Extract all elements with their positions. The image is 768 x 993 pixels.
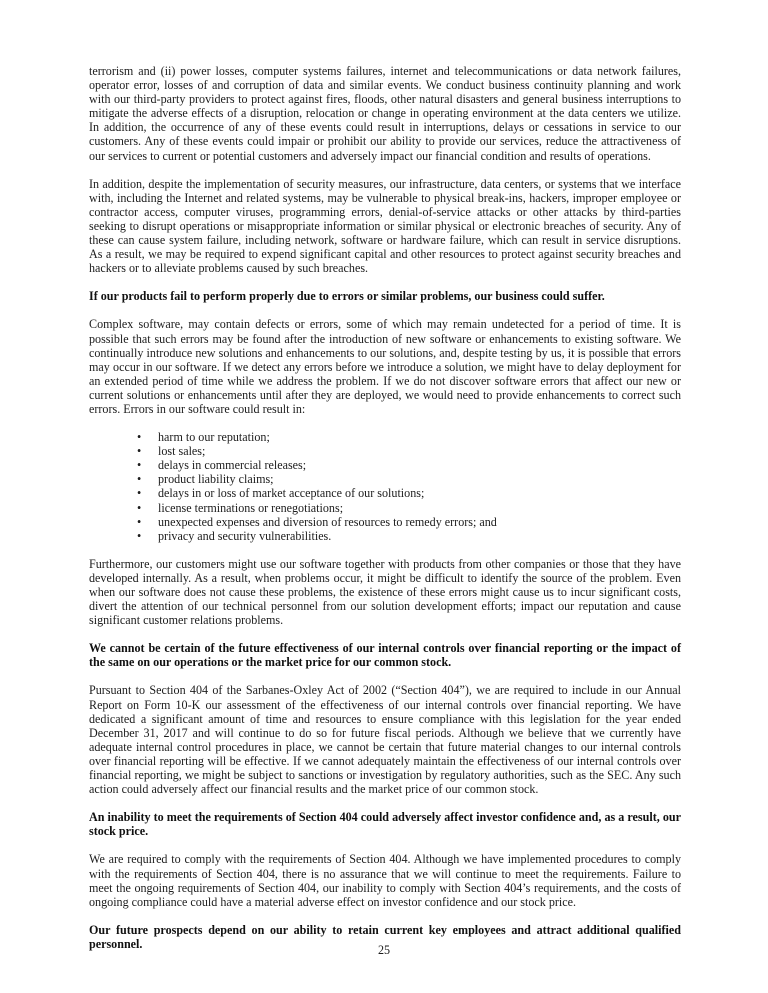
list-item: • harm to our reputation; <box>137 430 270 445</box>
bullet-icon: • <box>137 444 142 459</box>
errors-result-list <box>89 430 681 543</box>
bullet-icon: • <box>137 514 142 529</box>
heading-section-404-inability: An inability to meet the requirements of Section 404 could adversely affect investor confidence and, as a result, our stock price. <box>89 810 681 839</box>
list-item: • license terminations or renegotiations; <box>137 500 344 515</box>
paragraph-third-party-products: Furthermore, our customers might use our software together with products from other companies or those that they have developed internally. As a result, when problems occur, it might be difficult to identify the source of the problem. Even when our software does not cause these problems, the existence of these errors might cause us to incur significant costs, divert the attention of our technical personnel from our solution development efforts; impact our reputation and cause significant customer relations problems. <box>89 556 681 628</box>
list-item: • lost sales; <box>137 444 206 459</box>
paragraph-section-404: Pursuant to Section 404 of the Sarbanes-Oxley Act of 2002 (“Section 404”), we are required to include in our Annual Report on Form 10-K our assessment of the effectiveness of our internal controls over financial reporting. We have dedicated a significant amount of time and resources to ensure compliance with this legislation for the year ended December 31, 2017 and will continue to do so for future fiscal periods. Although we believe that we currently have adequate internal control procedures in place, we cannot be certain that future material changes to our internal controls over financial reporting will be effective. If we cannot adequately maintain the effectiveness of our internal controls over financial reporting, we might be subject to sanctions or investigation by regulatory authorities, such as the SEC. Any such action could adversely affect our financial results and the market price of our common stock. <box>89 683 681 797</box>
bullet-icon: • <box>137 500 142 515</box>
heading-internal-controls: We cannot be certain of the future effectiveness of our internal controls over financial reporting or the impact of the same on our operations or the market price for our common stock. <box>89 641 681 670</box>
list-item: • product liability claims; <box>137 472 274 487</box>
list-item: • delays in commercial releases; <box>137 458 307 473</box>
page-number: 25 <box>377 943 391 957</box>
list-item: • privacy and security vulnerabilities. <box>137 528 332 543</box>
list-item: • unexpected expenses and diversion of resources to remedy errors; and <box>137 514 497 529</box>
paragraph-security-measures: In addition, despite the implementation of security measures, our infrastructure, data centers, or systems that we interface with, including the Internet and related systems, may be vulnerable to physical break-ins, hackers, improper employee or contractor access, computer viruses, programming errors, denial-of-service attacks or other attacks by third-parties seeking to disrupt operations or misappropriate information or similar physical or electronic breaches of security. Any of these can cause system failure, including network, software or hardware failure, which can result in service disruptions. As a result, we may be required to expend significant capital and other resources to protect against security breaches and hackers or to alleviate problems caused by such breaches. <box>89 176 681 276</box>
bullet-icon: • <box>137 430 142 445</box>
paragraph-software-defects: Complex software, may contain defects or errors, some of which may remain undetected for a period of time. It is possible that such errors may be found after the introduction of new software or enhancements to existing software. We continually introduce new solutions and enhancements to our solutions, and, despite testing by us, it is possible that errors may occur in our software. If we detect any errors before we introduce a solution, we might have to delay deployment for an extended period of time while we address the problem. If we do not discover software errors that affect our new or current solutions or enhancements until after they are deployed, we would need to provide enhancements to correct such errors. Errors in our software could result in: <box>89 317 681 416</box>
bullet-icon: • <box>137 486 142 501</box>
bullet-icon: • <box>137 528 142 543</box>
heading-key-employees: Our future prospects depend on our ability to retain current key employees and attract additional qualified personnel. <box>89 922 681 951</box>
list-item: • delays in or loss of market acceptance of our solutions; <box>137 486 425 501</box>
paragraph-business-continuity: terrorism and (ii) power losses, computer systems failures, internet and telecommunications or data network failures, operator error, losses of and corruption of data and similar events. We conduct business continuity planning and work with our third-party providers to protect against fires, floods, other natural disasters and general business interruptions to mitigate the adverse effects of a disruption, relocation or change in operating environment at the data centers we utilize. In addition, the occurrence of any of these events could result in interruptions, delays or cessations in service to our customers. Any of these events could impair or prohibit our ability to provide our services, reduce the attractiveness of our services to current or potential customers and adversely impact our financial condition and results of operations. <box>89 64 681 163</box>
heading-product-errors: If our products fail to perform properly due to errors or similar problems, our business could suffer. <box>89 289 605 304</box>
bullet-icon: • <box>137 458 142 473</box>
document-page <box>89 64 681 951</box>
paragraph-section-404-compliance: We are required to comply with the requirements of Section 404. Although we have implemented procedures to comply with the requirements of Section 404, there is no assurance that we will continue to meet the requirements. Failure to meet the ongoing requirements of Section 404, our inability to comply with Section 404’s requirements, and the costs of ongoing compliance could have a material adverse effect on investor confidence and our stock price. <box>89 852 681 909</box>
bullet-icon: • <box>137 472 142 487</box>
